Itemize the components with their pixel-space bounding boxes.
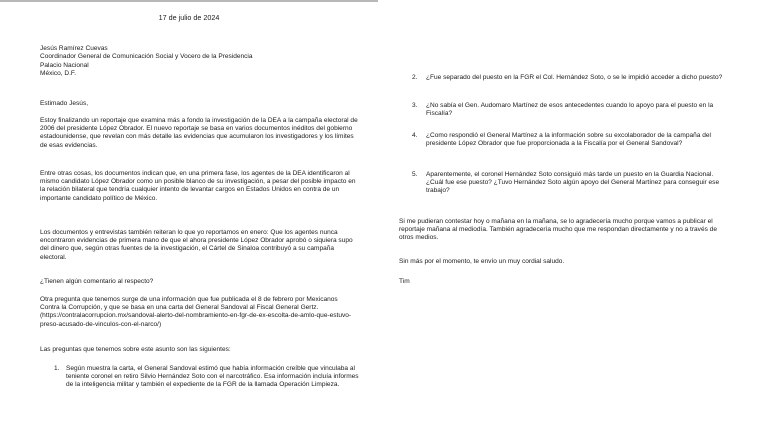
question-number: 3. [412, 102, 418, 109]
comment-question: ¿Tienen algún comentario al respecto? [40, 278, 154, 285]
question-number: 2. [412, 74, 418, 81]
recipient-title: Coordinador General de Comunicación Social y Vocero de la Presidencia [40, 53, 253, 61]
page-top-border [0, 0, 378, 2]
closing-paragraph: Sin más por el momento, te envío un muy cordial saludo. [399, 257, 565, 265]
paragraph: Otra pregunta que tenemos surge de una información que fue publicada el 8 de febrero por Mexicanos Contra la Corrupción, y que se basa en una carta del General Sandoval al Fiscal General Gertz. (https://contralacorrupcion.mx/sandoval-alerto-del-nombramiento-en-fgr-de-ex-escolta-de-amlo-que-estuvo-preso-acusado-de-vinculos-con-el-narco/) [40, 296, 352, 328]
question-text: Según muestra la carta, el General Sandoval estimó que había información creíble que vinculaba al teniente coronel en retiro Silvio Hernández Soto con el narcotráfico. Esa información incluía informes de la inteligencia militar y también el expediente de la FGR de la llamada Operación Limpieza. [66, 365, 359, 389]
recipient-name: Jesús Ramírez Cuevas [40, 45, 108, 52]
paragraph: Los documentos y entrevistas también reiteran lo que yo reportamos en enero: Que los agentes nunca encontraron evidencias de primera mano de que el ahora presidente López Obrador aprobó o siquiera supo del dinero que, según otras fuentes de la investigación, el Cártel de Sinaloa contribuyó a su campaña electoral. [40, 229, 353, 261]
question-number: 5. [412, 171, 418, 178]
letter-date: 17 de julio de 2024 [158, 13, 220, 22]
signature: Tim [399, 277, 410, 285]
recipient-city: México, D.F. [40, 70, 77, 78]
recipient-office: Palacio Nacional [40, 61, 89, 69]
letter-page-right [388, 0, 770, 423]
greeting: Estimado Jesús, [40, 100, 89, 107]
recipient-block [40, 45, 340, 79]
paragraph: Entre otras cosas, los documentos indican que, en una primera fase, los agentes de la DEA identificaron al mismo candidato López Obrador como un posible blanco de su investigación, a pesar del posible impacto en la relación bilateral que tendría cualquier intento de levantar cargos en Estados Unidos en contra de un importante candidato político de México. [40, 170, 356, 202]
paragraph: Estoy finalizando un reportaje que examina más a fondo la investigación de la DEA a la campaña electoral de 2006 del presidente López Obrador. El nuevo reportaje se basa en varios documentos inéditos del gobierno estadounidense, que revelan con más detalle las evidencias que acumularon los investigadores y los límites de esas evidencias. [40, 117, 358, 149]
closing-paragraph: Si me pudieran contestar hoy o mañana en la mañana, se lo agradecería mucho porque vamos a publicar el reportaje mañana al mediodía. También agradecería mucho que me respondan directamente y no a través de otros medios. [399, 217, 717, 241]
questions-intro: Las preguntas que tenemos sobre este asunto son las siguientes: [40, 346, 231, 353]
question-text: Aparentemente, el coronel Hernández Soto consiguió más tarde un puesto en la Guardia Nacional. ¿Cuál fue ese puesto? ¿Tuvo Hernández Soto algún apoyo del General Martínez para conseguir ese trabajo? [426, 171, 720, 195]
question-text: ¿No sabía el Gen. Audomaro Martínez de esos antecedentes cuando lo apoyo para el puesto en la Fiscalía? [426, 102, 714, 118]
question-number: 4. [412, 132, 418, 139]
question-text: ¿Fue separado del puesto en la FGR el Col. Hernández Soto, o se le impidió acceder a dicho puesto? [426, 74, 723, 81]
question-number: 1. [54, 365, 60, 372]
question-text: ¿Como respondió el General Martínez a la información sobre su excolaborador de la campaña del presidente López Obrador que fue proporcionada a la Fiscalía por el General Sandoval? [426, 132, 711, 148]
